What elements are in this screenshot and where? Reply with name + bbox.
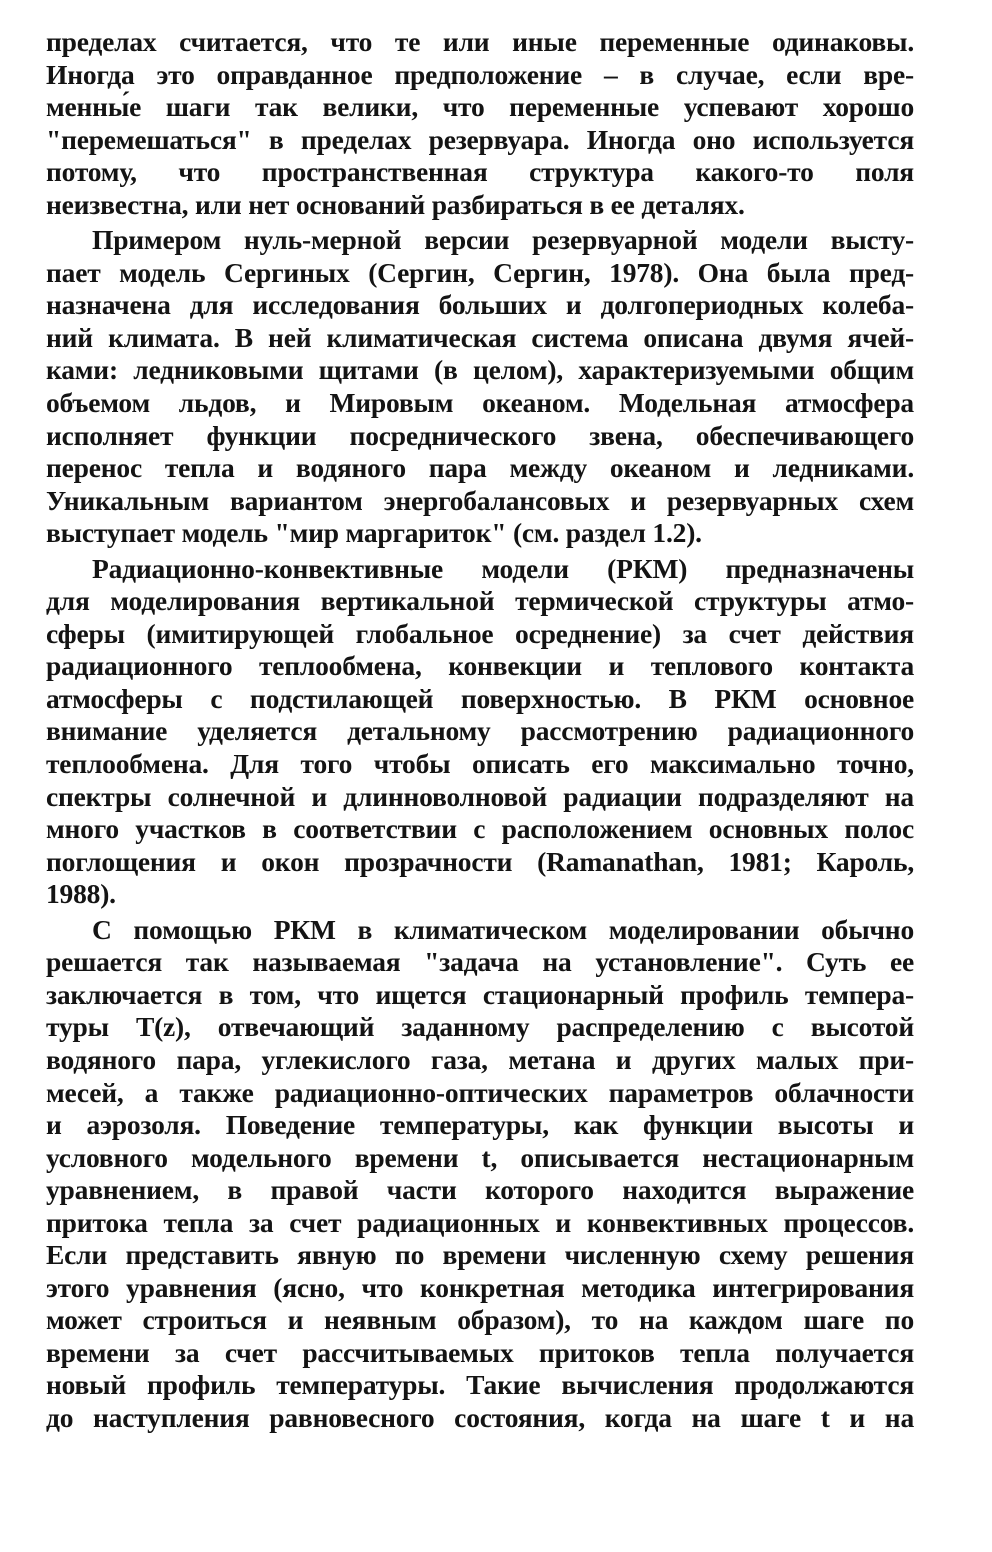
text-line: выступает модель "мир маргариток" (см. раздел 1.2). xyxy=(46,517,702,549)
text-line: Уникальным вариантом энергобалансовых и резервуарных схем xyxy=(46,484,914,516)
text-line: Иногда это оправданное предположение – в случае, если вре- xyxy=(46,58,914,90)
text-line: может строиться и неявным образом), то на каждом шаге по xyxy=(46,1304,914,1336)
text-line: притока тепла за счет радиационных и конвективных процессов. xyxy=(46,1206,914,1238)
text-line: много участков в соответствии с расположением основных полос xyxy=(46,813,914,845)
text-line: уравнением, в правой части которого находится выражение xyxy=(46,1174,914,1206)
text-line: радиационного теплообмена, конвекции и теплового контакта xyxy=(46,650,914,682)
text-line: решается так называемая "задача на установление". Суть ее xyxy=(46,946,914,978)
book-page-text xyxy=(46,26,914,1435)
text-line: внимание уделяется детальному рассмотрению радиационного xyxy=(46,715,914,747)
text-line: перенос тепла и водяного пара между океаном и ледниками. xyxy=(46,452,914,484)
text-line: ний климата. В ней климатическая система описана двумя ячей- xyxy=(46,321,914,353)
text-line: С помощью РКМ в климатическом моделировании обычно xyxy=(92,913,914,945)
text-line: времени за счет рассчитываемых притоков тепла получается xyxy=(46,1336,914,1368)
text-line: этого уравнения (ясно, что конкретная методика интегрирования xyxy=(46,1271,914,1303)
text-line: Примером нуль-мерной версии резервуарной модели высту- xyxy=(92,224,914,256)
paragraph-4 xyxy=(46,914,914,1435)
text-line: поглощения и окон прозрачности (Ramanathan, 1981; Кароль, xyxy=(46,845,914,877)
text-line: водяного пара, углекислого газа, метана и других малых при- xyxy=(46,1043,914,1075)
text-line: 1988). xyxy=(46,878,116,910)
text-line: и аэрозоля. Поведение температуры, как функции высоты и xyxy=(46,1109,914,1141)
paragraph-3 xyxy=(46,553,914,914)
text-line: неизвестна, или нет оснований разбираться в ее деталях. xyxy=(46,188,745,220)
text-line: заключается в том, что ищется стационарный профиль темпера- xyxy=(46,978,914,1010)
text-line: назначена для исследования больших и долгопериодных колеба- xyxy=(46,289,914,321)
paragraph-2 xyxy=(46,224,914,552)
text-line: объемом льдов, и Мировым океаном. Модельная атмосфера xyxy=(46,387,914,419)
text-line: теплообмена. Для того чтобы описать его максимально точно, xyxy=(46,748,914,780)
text-line: пределах считается, что те или иные переменные одинаковы. xyxy=(46,26,914,57)
text-line: месей, а также радиационно-оптических параметров облачности xyxy=(46,1076,914,1108)
text-line: пает модель Сергиных (Сергин, Сергин, 1978). Она была пред- xyxy=(46,256,914,288)
text-line: условного модельного времени t, описывается нестационарным xyxy=(46,1141,914,1173)
text-line: Если представить явную по времени численную схему решения xyxy=(46,1239,914,1271)
text-line: новый профиль температуры. Такие вычисления продолжаются xyxy=(46,1369,914,1401)
text-line: спектры солнечной и длинноволновой радиации подразделяют на xyxy=(46,780,914,812)
text-line: Радиационно-конвективные модели (РКМ) предназначены xyxy=(92,552,914,584)
text-line: до наступления равновесного состояния, когда на шаге t и на xyxy=(46,1401,914,1433)
text-line: исполняет функции посреднического звена, обеспечивающего xyxy=(46,419,914,451)
text-line: для моделирования вертикальной термической структуры атмо- xyxy=(46,585,914,617)
text-line: ками: ледниковыми щитами (в целом), характеризуемыми общим xyxy=(46,354,914,386)
text-line: "перемешаться" в пределах резервуара. Иногда оно используется xyxy=(46,123,914,155)
text-line: туры T(z), отвечающий заданному распределению с высотой xyxy=(46,1011,914,1043)
text-line: потому, что пространственная структура какого-то поля xyxy=(46,156,914,188)
text-line: сферы (имитирующей глобальное осреднение) за счет действия xyxy=(46,617,914,649)
paragraph-1 xyxy=(46,26,914,224)
text-line: менны́е шаги так велики, что переменные успевают хорошо xyxy=(46,91,914,123)
text-line: атмосферы с подстилающей поверхностью. В РКМ основное xyxy=(46,682,914,714)
